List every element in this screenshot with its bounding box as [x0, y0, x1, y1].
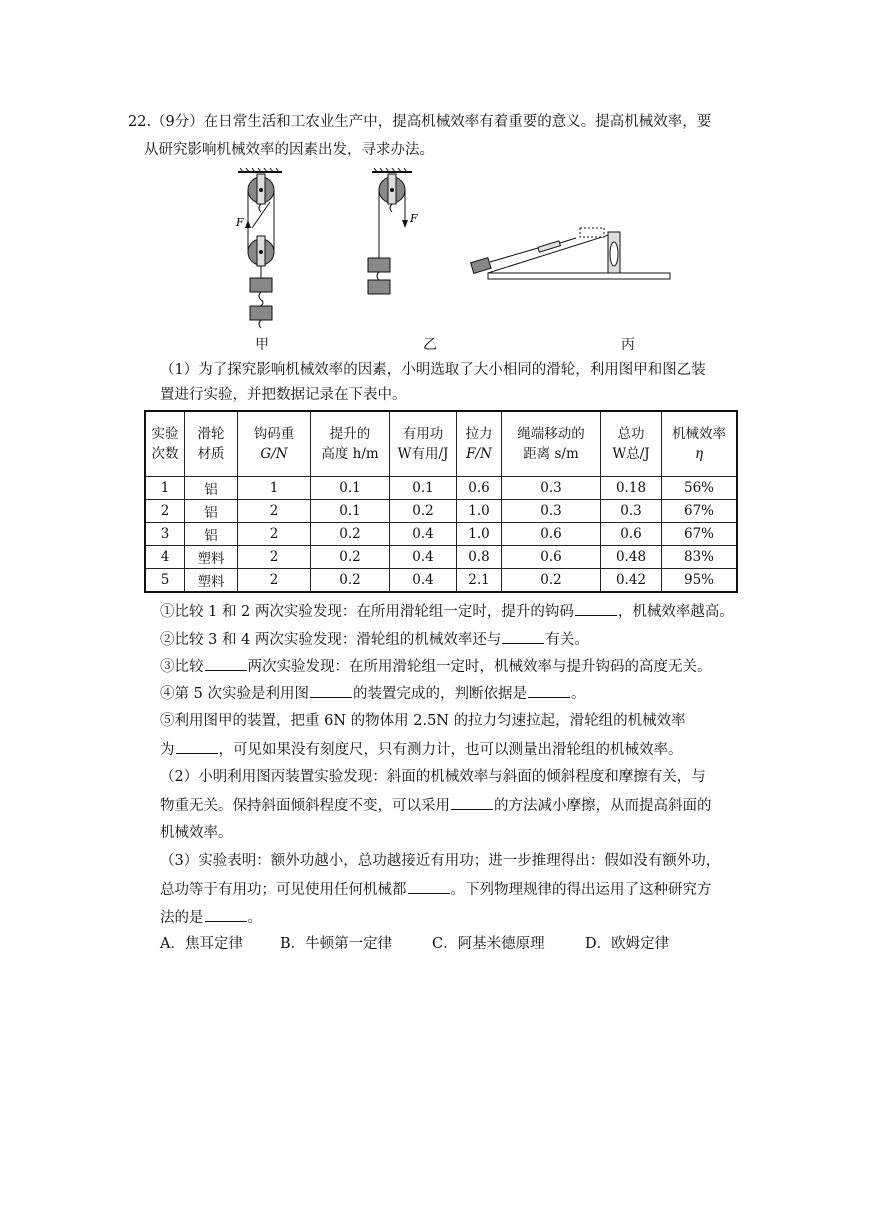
table-cell: 0.4	[390, 569, 457, 593]
table-cell: 0.2	[311, 523, 390, 546]
item-1: ①比较 1 和 2 两次实验发现：在所用滑轮组一定时，提升的钩码 ，机械效率越高。	[160, 601, 734, 622]
header-weight: 钩码重 G/N	[238, 411, 311, 477]
table-cell: 2	[145, 500, 185, 523]
table-row	[145, 477, 737, 500]
figure-jia	[230, 168, 300, 333]
table-cell: 0.18	[601, 477, 662, 500]
figure-yi	[362, 168, 432, 303]
table-cell: 0.1	[311, 477, 390, 500]
item-4: ④第 5 次实验是利用图 的装置完成的，判断依据是 。	[160, 683, 585, 704]
table-cell: 1	[145, 477, 185, 500]
header-total-work: 总功 W总/J	[601, 411, 662, 477]
item-5-line-2: 为 ，可见如果没有刻度尺，只有测力计，也可以测量出滑轮组的机械效率。	[160, 739, 683, 760]
item-2: ②比较 3 和 4 两次实验发现：滑轮组的机械效率还与 有关。	[160, 629, 589, 650]
header-height: 提升的 高度 h/m	[311, 411, 390, 477]
table-cell: 67%	[662, 523, 738, 546]
answer-blank-4b[interactable]	[528, 683, 570, 698]
table-cell: 0.6	[502, 523, 601, 546]
answer-blank-8[interactable]	[205, 907, 247, 922]
table-cell: 5	[145, 569, 185, 593]
part3-line-2: 总功等于有用功；可见使用任何机械都 。下列物理规律的得出运用了这种研究方	[160, 879, 712, 900]
option-b[interactable]: B．牛顿第一定律	[280, 936, 393, 952]
answer-blank-7[interactable]	[408, 879, 450, 894]
table-cell: 0.4	[390, 546, 457, 569]
table-cell: 0.3	[502, 477, 601, 500]
table-row	[145, 546, 737, 569]
part1-line-2: 置进行实验，并把数据记录在下表中。	[160, 387, 407, 403]
part2-line-1: （2）小明利用图丙装置实验发现：斜面的机械效率与斜面的倾斜程度和摩擦有关，与	[160, 769, 706, 785]
table-cell: 95%	[662, 569, 738, 593]
experiment-table	[144, 410, 738, 593]
force-label-yi: F	[410, 212, 418, 225]
option-d[interactable]: D．欧姆定律	[585, 936, 670, 952]
table-cell: 0.3	[601, 500, 662, 523]
table-cell: 0.6	[502, 546, 601, 569]
answer-blank-3[interactable]	[205, 656, 247, 671]
table-cell: 0.2	[311, 569, 390, 593]
table-cell: 2	[238, 500, 311, 523]
table-cell: 0.6	[601, 523, 662, 546]
table-cell: 0.2	[502, 569, 601, 593]
header-useful-work: 有用功 W有用/J	[390, 411, 457, 477]
table-row	[145, 569, 737, 593]
part3-line-3: 法的是 。	[160, 907, 262, 928]
table-cell: 0.2	[390, 500, 457, 523]
part2-line-3: 机械效率。	[160, 825, 233, 841]
table-cell: 铝	[185, 500, 238, 523]
figure-label-yi: 乙	[423, 337, 437, 353]
table-cell: 铝	[185, 477, 238, 500]
figure-label-bing: 丙	[621, 337, 635, 353]
table-header-row	[145, 411, 737, 477]
question-line-1: 22.（9分）在日常生活和工农业生产中，提高机械效率有着重要的意义。提高机械效率，要	[128, 114, 712, 130]
table-cell: 0.1	[390, 477, 457, 500]
figure-label-jia: 甲	[255, 337, 269, 353]
figure-bing	[468, 218, 673, 283]
table-cell: 0.8	[457, 546, 502, 569]
header-trial: 实验 次数	[145, 411, 185, 477]
header-pull-force: 拉力 F/N	[457, 411, 502, 477]
table-cell: 0.3	[502, 500, 601, 523]
header-efficiency: 机械效率 η	[662, 411, 738, 477]
table-cell: 4	[145, 546, 185, 569]
part1-line-1: （1）为了探究影响机械效率的因素，小明选取了大小相同的滑轮，利用图甲和图乙装	[160, 362, 706, 378]
table-cell: 0.4	[390, 523, 457, 546]
question-line-2: 从研究影响机械效率的因素出发，寻求办法。	[144, 142, 434, 158]
table-cell: 0.1	[311, 500, 390, 523]
table-cell: 塑料	[185, 546, 238, 569]
item-5-line-1: ⑤利用图甲的装置，把重 6N 的物体用 2.5N 的拉力匀速拉起，滑轮组的机械效率	[160, 713, 686, 729]
header-material: 滑轮 材质	[185, 411, 238, 477]
option-c[interactable]: C．阿基米德原理	[432, 936, 545, 952]
option-a[interactable]: A．焦耳定律	[160, 936, 243, 952]
table-cell: 0.2	[311, 546, 390, 569]
table-row	[145, 523, 737, 546]
table-cell: 0.42	[601, 569, 662, 593]
part3-line-1: （3）实验表明：额外功越小，总功越接近有用功；进一步推理得出：假如没有额外功，	[160, 853, 721, 869]
table-cell: 56%	[662, 477, 738, 500]
answer-blank-4a[interactable]	[310, 683, 352, 698]
table-cell: 铝	[185, 523, 238, 546]
table-cell: 67%	[662, 500, 738, 523]
table-cell: 1.0	[457, 523, 502, 546]
table-cell: 0.48	[601, 546, 662, 569]
table-row	[145, 500, 737, 523]
answer-blank-2[interactable]	[502, 629, 544, 644]
table-cell: 2.1	[457, 569, 502, 593]
table-cell: 塑料	[185, 569, 238, 593]
table-cell: 2	[238, 523, 311, 546]
part2-line-2: 物重无关。保持斜面倾斜程度不变，可以采用 的方法减小摩擦，从而提高斜面的	[160, 795, 712, 816]
table-cell: 1	[238, 477, 311, 500]
table-cell: 3	[145, 523, 185, 546]
item-3: ③比较 两次实验发现：在所用滑轮组一定时，机械效率与提升钩码的高度无关。	[160, 656, 712, 677]
answer-blank-1[interactable]	[575, 601, 617, 616]
answer-blank-5[interactable]	[176, 739, 218, 754]
table-cell: 0.6	[457, 477, 502, 500]
table-cell: 1.0	[457, 500, 502, 523]
table-cell: 2	[238, 546, 311, 569]
answer-blank-6[interactable]	[451, 795, 493, 810]
table-cell: 83%	[662, 546, 738, 569]
force-label-jia: F	[236, 216, 244, 229]
table-cell: 2	[238, 569, 311, 593]
header-rope-distance: 绳端移动的 距离 s/m	[502, 411, 601, 477]
